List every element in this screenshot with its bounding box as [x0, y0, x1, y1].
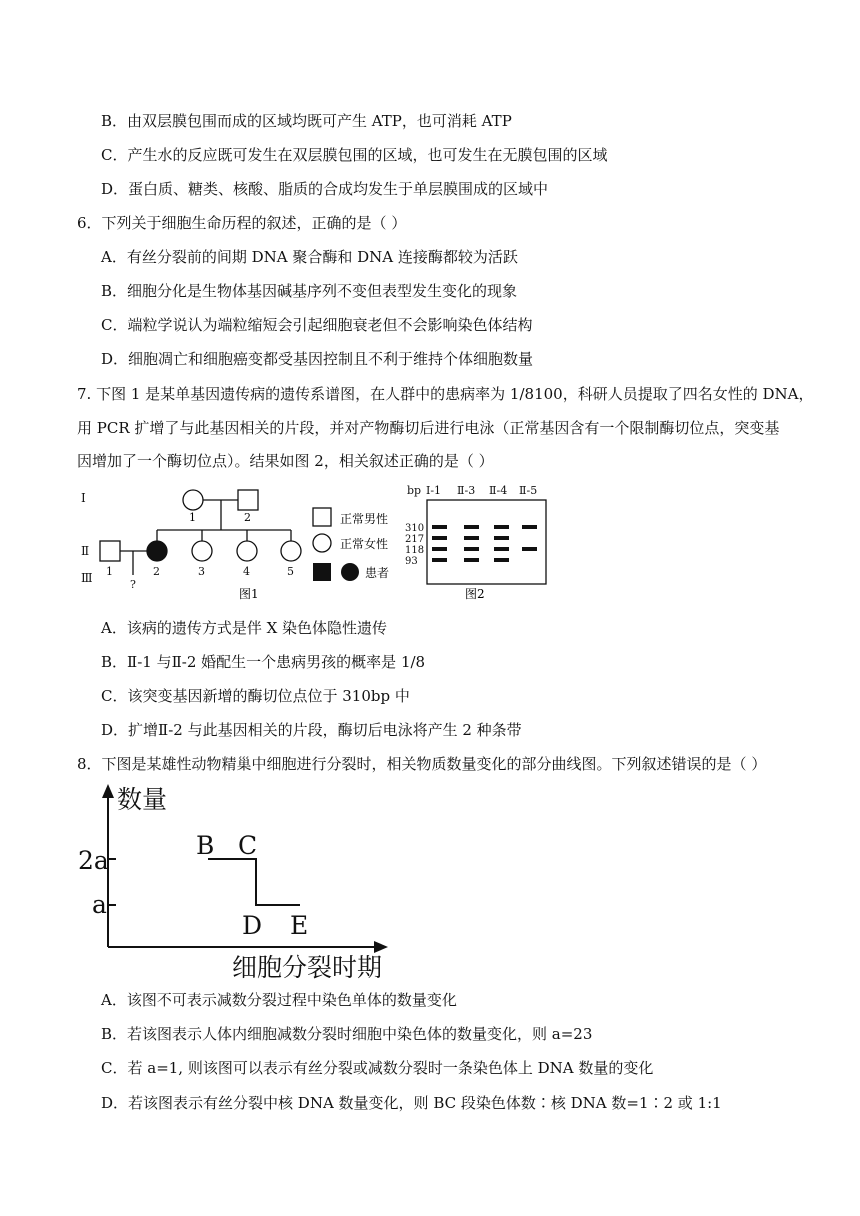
q7-option-b: B．Ⅱ-1 与Ⅱ-2 婚配生一个患病男孩的概率是 1/8: [101, 653, 426, 671]
q7-stem-line1: 7. 下图 1 是某单基因遗传病的遗传系谱图，在人群中的患病率为 1/8100，科研人员提取了四名女性的 DNA，: [77, 385, 814, 403]
normal-male-symbol: [100, 541, 120, 561]
generation-label: Ⅰ: [81, 491, 86, 505]
q8-option-a: A．该图不可表示减数分裂过程中染色单体的数量变化: [101, 991, 457, 1009]
y-axis-arrow: [102, 784, 114, 798]
point-label: C: [238, 831, 258, 860]
electrophoresis-figure: [405, 480, 555, 605]
gel-band: [494, 558, 509, 562]
q6-option-a: A．有丝分裂前的间期 DNA 聚合酶和 DNA 连接酶都较为活跃: [101, 248, 518, 266]
legend-label: 患者: [365, 566, 390, 580]
q8-option-b: B．若该图表示人体内细胞减数分裂时细胞中染色体的数量变化，则 a=23: [101, 1025, 593, 1043]
legend-female-symbol: [313, 534, 331, 552]
quantity-change-graph: [75, 780, 405, 985]
q7-option-d: D．扩增Ⅱ-2 与此基因相关的片段，酶切后电泳将产生 2 种条带: [101, 721, 522, 739]
lane-label: Ⅱ-4: [489, 484, 508, 497]
size-marker: 118: [405, 545, 425, 556]
bp-label: bp: [407, 484, 422, 497]
y-axis-label: 数量: [117, 785, 168, 814]
gel-band: [522, 547, 537, 551]
size-marker: 93: [405, 556, 418, 567]
gel-band: [432, 536, 447, 540]
generation-label: Ⅲ: [81, 571, 93, 585]
figure-2-caption: 图2: [465, 587, 485, 601]
point-label: D: [242, 911, 263, 940]
gel-band: [522, 525, 537, 529]
size-marker: 217: [405, 534, 425, 545]
figure-1-caption: 图1: [239, 587, 259, 601]
lane-label: Ⅱ-3: [457, 484, 476, 497]
gel-band: [464, 547, 479, 551]
q6-option-b: B．细胞分化是生物体基因碱基序列不变但表型发生变化的现象: [101, 282, 518, 300]
q8-stem: 8．下图是某雄性动物精巢中细胞进行分裂时，相关物质数量变化的部分曲线图。下列叙述错误的是（ ）: [77, 755, 767, 773]
unknown-offspring-mark: ?: [130, 578, 136, 591]
q5-option-b: B．由双层膜包围而成的区域均既可产生 ATP，也可消耗 ATP: [101, 112, 512, 130]
q6-option-d: D．细胞凋亡和细胞癌变都受基因控制且不利于维持个体细胞数量: [101, 350, 534, 368]
gel-band: [464, 558, 479, 562]
gel-band: [432, 547, 447, 551]
normal-female-symbol: [183, 490, 203, 510]
individual-number: 2: [244, 511, 251, 524]
legend-affected-female-symbol: [341, 563, 359, 581]
gel-band: [494, 536, 509, 540]
q8-option-c: C．若 a=1, 则该图可以表示有丝分裂或减数分裂时一条染色体上 DNA 数量的变化: [101, 1059, 654, 1077]
gel-band: [494, 525, 509, 529]
q6-option-c: C．端粒学说认为端粒缩短会引起细胞衰老但不会影响染色体结构: [101, 316, 533, 334]
size-marker: 310: [405, 523, 425, 534]
gel-band: [494, 547, 509, 551]
q7-stem-line3: 因增加了一个酶切位点）。结果如图 2，相关叙述正确的是（ ）: [77, 452, 494, 470]
y-tick-label: a: [92, 890, 107, 919]
q5-option-c: C．产生水的反应既可发生在双层膜包围的区域，也可发生在无膜包围的区域: [101, 146, 608, 164]
y-tick-label: 2a: [78, 846, 109, 875]
gel-frame: [427, 500, 546, 584]
x-axis-arrow: [374, 941, 388, 953]
normal-male-symbol: [238, 490, 258, 510]
individual-number: 2: [153, 565, 160, 578]
normal-female-symbol: [237, 541, 257, 561]
legend-male-symbol: [313, 508, 331, 526]
individual-number: 3: [198, 565, 205, 578]
individual-number: 1: [189, 511, 196, 524]
q5-option-d: D．蛋白质、糖类、核酸、脂质的合成均发生于单层膜围成的区域中: [101, 180, 549, 198]
generation-label: Ⅱ: [81, 544, 90, 558]
gel-band: [464, 536, 479, 540]
q6-stem: 6．下列关于细胞生命历程的叙述，正确的是（ ）: [77, 214, 407, 232]
q7-stem-line2: 用 PCR 扩增了与此基因相关的片段，并对产物酶切后进行电泳（正常基因含有一个限制酶切位点，突变基: [77, 419, 780, 437]
legend-affected-male-symbol: [313, 563, 331, 581]
affected-female-symbol: [147, 541, 167, 561]
lane-label: Ⅰ-1: [426, 484, 442, 497]
gel-band: [464, 525, 479, 529]
individual-number: 4: [243, 565, 250, 578]
q8-option-d: D．若该图表示有丝分裂中核 DNA 数量变化，则 BC 段染色体数∶核 DNA 数=1∶2 或 1:1: [101, 1094, 722, 1112]
normal-female-symbol: [192, 541, 212, 561]
q7-option-c: C．该突变基因新增的酶切位点位于 310bp 中: [101, 687, 410, 705]
lane-label: Ⅱ-5: [519, 484, 538, 497]
point-label: E: [290, 911, 309, 940]
point-label: B: [196, 831, 215, 860]
legend-label: 正常男性: [340, 512, 389, 526]
data-curve: [208, 859, 300, 905]
individual-number: 1: [106, 565, 113, 578]
legend-label: 正常女性: [340, 537, 389, 551]
individual-number: 5: [287, 565, 294, 578]
normal-female-symbol: [281, 541, 301, 561]
gel-band: [432, 525, 447, 529]
pedigree-figure: [76, 480, 396, 610]
gel-band: [432, 558, 447, 562]
q7-option-a: A．该病的遗传方式是伴 X 染色体隐性遗传: [101, 619, 388, 637]
x-axis-label: 细胞分裂时期: [232, 953, 383, 982]
